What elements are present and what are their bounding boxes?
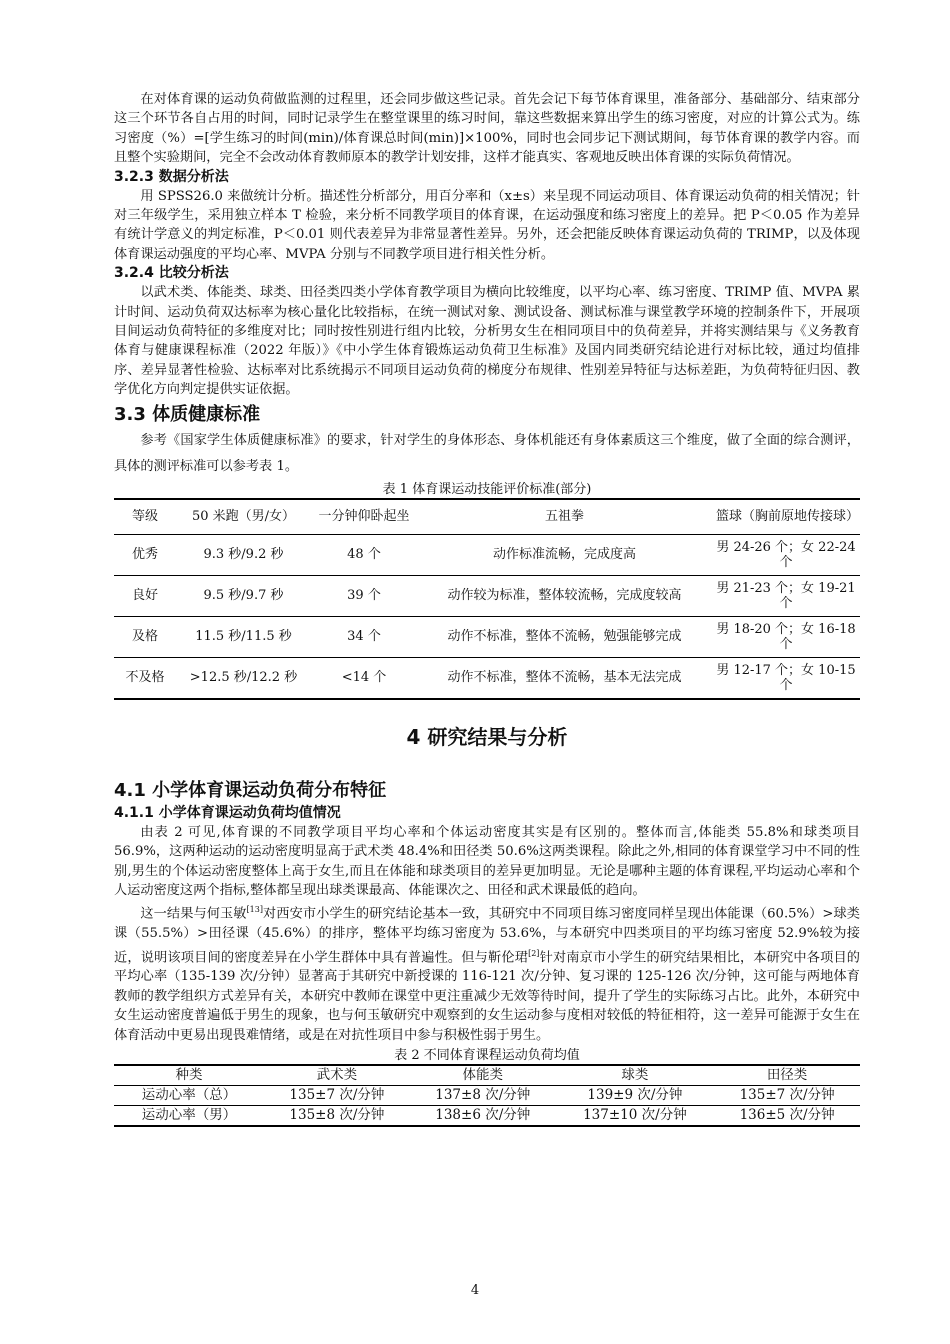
citation-ref: [13]: [246, 905, 263, 915]
table-1-header-row: [114, 499, 860, 535]
heading-3-3: 3.3 体质健康标准: [114, 403, 261, 425]
table-2-cell: 135±7 次/分钟: [264, 1085, 410, 1105]
table-1-cell: <14 个: [341, 670, 387, 686]
table-2-cell: 136±5 次/分钟: [739, 1106, 835, 1123]
heading-chapter-4: 4 研究结果与分析: [406, 724, 568, 749]
table-1-cell: 男 12-17 个；女 10-15 个: [716, 662, 856, 693]
table-2-cell: 135±8 次/分钟: [289, 1106, 385, 1123]
paragraph-data-analysis: 用 SPSS26.0 来做统计分析。描述性分析部分，用百分率和（x±s）来呈现不同运动项目、体育课运动负荷的相关情况；针对三年级学生，采用独立样本 T 检验，来分析不同教学项目的体育课，在运动强度和练习密度上的差异。把 P＜0.05 作为差异有统计学意义的判定标准，P＜0.01 则代表差异为非常显著性差异。另外，还会把能反映体育课运动负荷的 TRIMP，以及体现体育课运动强度的平均心率、MVPA 分别与不同教学项目进行相关性分析。: [114, 188, 860, 262]
table-2-cell: 138±6 次/分钟: [435, 1106, 531, 1123]
table-2-cell: 运动心率（男）: [141, 1106, 237, 1123]
citation-ref: [2]: [528, 948, 540, 958]
table-1-cell: 11.5 秒/11.5 秒: [176, 616, 311, 657]
heading-3-2-4: 3.2.4 比较分析法: [114, 265, 229, 282]
table-2-cell: 139±9 次/分钟: [556, 1085, 714, 1105]
page-number: 4: [470, 1283, 480, 1298]
table-2-header-cell: 武术类: [264, 1065, 410, 1086]
table-1-cell: 男 21-23 个；女 19-21 个: [712, 575, 860, 616]
table-1-cell: 优秀: [114, 534, 176, 575]
paragraph-table2-summary: 由表 2 可见,体育课的不同教学项目平均心率和个体运动密度其实是有区别的。整体而言,体能类 55.8%和球类项目 56.9%，这两种运动的运动密度明显高于武术类 48.4%和田径类 50.6%这两类课程。除此之外,相同的体育课堂学习中不同的性别,男生的个体运动密度整体上高于女生,而且在体能和球类项目的差异更加明显。无论是哪种主题的体育课程,平均运动心率和个人运动密度这两个指标,整体都呈现出球类课最高、体能课次之、田径和武术课最低的趋向。: [114, 824, 860, 898]
document-page: [114, 90, 860, 1127]
table-2-cell: 137±10 次/分钟: [583, 1106, 687, 1123]
table-2-header-cell: 球类: [556, 1065, 714, 1086]
table-2-header-row: [114, 1065, 860, 1086]
table-1-cell: 动作标准流畅，完成度高: [417, 534, 712, 575]
heading-3-2-3: 3.2.3 数据分析法: [114, 168, 229, 185]
table-2-cell: 135±7 次/分钟: [714, 1085, 860, 1105]
table-1-cell: 34 个: [311, 616, 417, 657]
table-1-row: [114, 657, 860, 699]
table-1-cell: 9.3 秒/9.2 秒: [176, 534, 311, 575]
table-2-cell: 运动心率（总）: [114, 1085, 264, 1105]
table-2-cell: 137±8 次/分钟: [410, 1085, 556, 1105]
table-1-cell: 动作不标准，整体不流畅，勉强能够完成: [417, 616, 712, 657]
table-1-header-cell: 篮球（胸前原地传接球）: [712, 499, 860, 535]
table-1-cell: 动作不标准，整体不流畅，基本无法完成: [447, 670, 682, 686]
table-1-header-cell: 等级: [114, 499, 176, 535]
table-2-caption: 表 2 不同体育课程运动负荷均值: [394, 1047, 580, 1063]
table-2-row: [114, 1085, 860, 1105]
table-1-cell: >12.5 秒/12.2 秒: [189, 670, 298, 686]
table-1-cell: 动作较为标准，整体较流畅，完成度较高: [417, 575, 712, 616]
table-2-load-means: [114, 1064, 860, 1127]
heading-4-1-1: 4.1.1 小学体育课运动负荷均值情况: [114, 804, 341, 821]
table-1-header-cell: 一分钟仰卧起坐: [311, 499, 417, 535]
paragraph-text: 针对南京市小学生的研究结果相比，本研究中各项目的平均心率（135-139 次/分钟）显著高于其研究中新授课的 116-121 次/分钟、复习课的 125-126 次/分钟，这可能与两地体育教师的教学组织方式差异有关，本研究中教师在课堂中更注重减少无效等待时间，提升了学生的实际练习占比。此外，本研究中女生运动密度普遍低于男生的现象，也与何玉敏研究中观察到的女生运动参与度相对较低的特征相符，这一差异可能源于女生在体育活动中更易出现畏难情绪，或是在对抗性项目中参与积极性弱于男生。: [114, 949, 860, 1043]
table-2-header-cell: 田径类: [714, 1065, 860, 1086]
table-1-skill-standards: [114, 498, 860, 700]
table-1-cell: 男 24-26 个；女 22-24 个: [712, 534, 860, 575]
table-1-header-cell: 五祖拳: [417, 499, 712, 535]
paragraph-comparative-analysis: 以武术类、体能类、球类、田径类四类小学体育教学项目为横向比较维度，以平均心率、练习密度、TRIMP 值、MVPA 累计时间、运动负荷双达标率为核心量化比较指标，在统一测试对象、测试设备、测试标准与课堂教学环境的控制条件下，开展项目间运动负荷特征的多维度对比；同时按性别进行组内比较，分析男女生在相同项目中的负荷差异，并将实测结果与《义务教育体育与健康课程标准（2022 年版）》《中小学生体育锻炼运动负荷卫生标准》及国内同类研究结论进行对标比较，通过均值排序、差异显著性检验、达标率对比系统揭示不同项目运动负荷的梯度分布规律、性别差异特征与达标差距，为负荷特征归因、教学优化方向判定提供实证依据。: [114, 285, 860, 398]
paragraph-text: 对西安市小学生的研究结论基本一致，其研究中不同项目练习密度同样呈现出体能课（60.5%）>球类课（55.5%）>田径课（45.6%）的排序，整体平均练习密度为 53.6%，与本研究中四类项目的平均练习密度 52.9%较为接近，说明该项目间的密度差异在小学生群体中具有普遍性。但与靳伦珺: [114, 906, 860, 965]
table-1-row: [114, 534, 860, 575]
paragraph-text: 这一结果与何玉敏: [140, 906, 247, 922]
table-1-caption: 表 1 体育课运动技能评价标准(部分): [382, 481, 592, 497]
heading-4-1: 4.1 小学体育课运动负荷分布特征: [114, 779, 387, 801]
table-1-cell: 良好: [114, 575, 176, 616]
table-2-row: [114, 1105, 860, 1126]
table-1-cell: 不及格: [125, 670, 165, 686]
table-1-cell: 48 个: [311, 534, 417, 575]
paragraph-fitness-standard: 参考《国家学生体质健康标准》的要求，针对学生的身体形态、身体机能还有身体素质这三个维度，做了全面的综合测评，具体的测评标准可以参考表 1。: [114, 432, 860, 474]
table-1-row: [114, 575, 860, 616]
table-1-cell: 及格: [114, 616, 176, 657]
paragraph-literature-comparison: [114, 900, 860, 1045]
table-1-row: [114, 616, 860, 657]
table-1-cell: 男 18-20 个；女 16-18 个: [712, 616, 860, 657]
paragraph-monitoring-records: 在对体育课的运动负荷做监测的过程里，还会同步做这些记录。首先会记下每节体育课里，准备部分、基础部分、结束部分这三个环节各自占用的时间，同时记录学生在整堂课里的练习时间，靠这些数据来算出学生的练习密度，对应的计算公式为。练习密度（%）=[学生练习的时间(min)/体育课总时间(min)]×100%，同时也会同步记下测试期间，每节体育课的教学内容。而且整个实验期间，完全不会改动体育教师原本的教学计划安排，这样才能真实、客观地反映出体育课的实际负荷情况。: [114, 92, 860, 166]
table-2-header-cell: 种类: [114, 1065, 264, 1086]
table-2-header-cell: 体能类: [410, 1065, 556, 1086]
table-1-cell: 39 个: [311, 575, 417, 616]
table-1-cell: 9.5 秒/9.7 秒: [176, 575, 311, 616]
table-1-header-cell: 50 米跑（男/女）: [176, 499, 311, 535]
